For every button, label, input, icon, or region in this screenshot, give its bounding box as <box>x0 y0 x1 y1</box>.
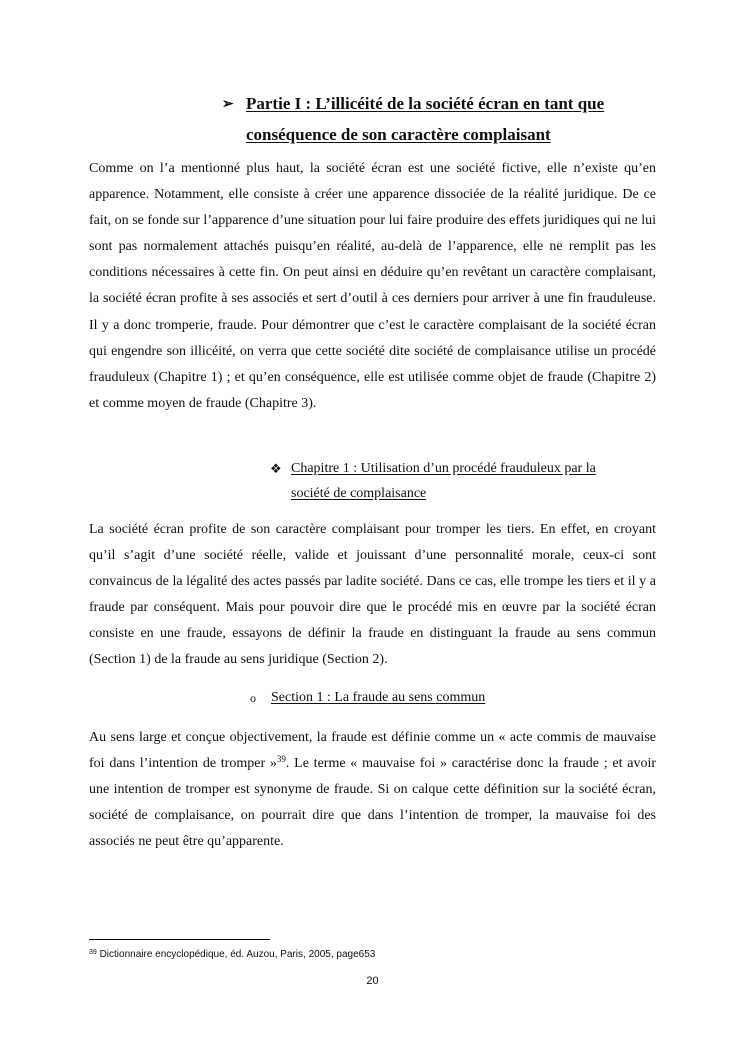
arrow-bullet-icon: ➢ <box>222 97 234 112</box>
footnote-divider <box>89 939 270 940</box>
chapitre-title-line2: société de complaisance <box>291 486 427 501</box>
paragraph-section-text-a: Au sens large et conçue objectivement, la fraude est définie comme un « acte commis de mauvaise foi dans l’intention de tromper » <box>89 730 656 772</box>
chapitre-title-line1: Chapitre 1 : Utilisation d’un procédé frauduleux par la <box>291 461 596 476</box>
paragraph-section-text-b: . Le terme « mauvaise foi » caractérise donc la fraude ; et avoir une intention de tromper est synonyme de fraude. Si on calque cette définition sur la société écran, société de complaisance, on pourrait dire que dans l’intention de tromper, la mauvaise foi des associés ne peut être qu’apparente. <box>89 756 657 850</box>
footnote-text: Dictionnaire encyclopédique, éd. Auzou, Paris, 2005, page653 <box>96 949 376 960</box>
partie-title-line2: conséquence de son caractère complaisant <box>246 125 551 144</box>
footnote <box>89 948 375 962</box>
paragraph-intro: Comme on l’a mentionné plus haut, la société écran est une société fictive, elle n’existe qu’en apparence. Notamment, elle consiste à créer une apparence dissociée de la réalité juridique. De ce fait, on se fonde sur l’apparence d’une situation pour lui faire produire des effets juridiques qui ne lui sont pas normalement attachés puisqu’en réalité, au-delà de l’apparence, elle ne remplit pas les conditions nécessaires à cette fin. On peut ainsi en déduire qu’en revêtant un caractère complaisant, la société écran profite à ses associés et sert d’outil à ces derniers pour arriver à une fin frauduleuse. Il y a donc tromperie, fraude. Pour démontrer que c’est le caractère complaisant de la société écran qui engendre son illicéité, on verra que cette société dite société de complaisance utilise un procédé frauduleux (Chapitre 1) ; et qu’en conséquence, elle est utilisée comme objet de fraude (Chapitre 2) et comme moyen de fraude (Chapitre 3). <box>89 161 656 411</box>
paragraph-chapitre: La société écran profite de son caractère complaisant pour tromper les tiers. En effet, en croyant qu’il s’agit d’une société réelle, valide et jouissant d’une personnalité morale, ceux-ci sont convaincus de la légalité des actes passés par ladite société. Dans ce cas, elle trompe les tiers et il y a fraude par conséquent. Mais pour pouvoir dire que le procédé mis en œuvre par la société écran consiste en une fraude, essayons de définir la fraude en distinguant la fraude au sens commun (Section 1) de la fraude au sens juridique (Section 2). <box>89 522 656 668</box>
chapitre-heading <box>270 456 656 506</box>
circle-bullet-icon: o <box>250 691 256 705</box>
section-heading <box>250 688 485 708</box>
partie-heading <box>222 88 656 150</box>
diamond-bullet-icon: ❖ <box>270 461 282 476</box>
footnote-reference[interactable]: 39 <box>276 754 286 765</box>
paragraph-section <box>89 725 656 855</box>
page-number: 20 <box>366 975 379 987</box>
partie-title-line1: Partie I : L’illicéité de la société écran en tant que <box>246 94 605 113</box>
footnote-number: 39 <box>89 949 97 956</box>
section-title: Section 1 : La fraude au sens commun <box>271 690 486 705</box>
